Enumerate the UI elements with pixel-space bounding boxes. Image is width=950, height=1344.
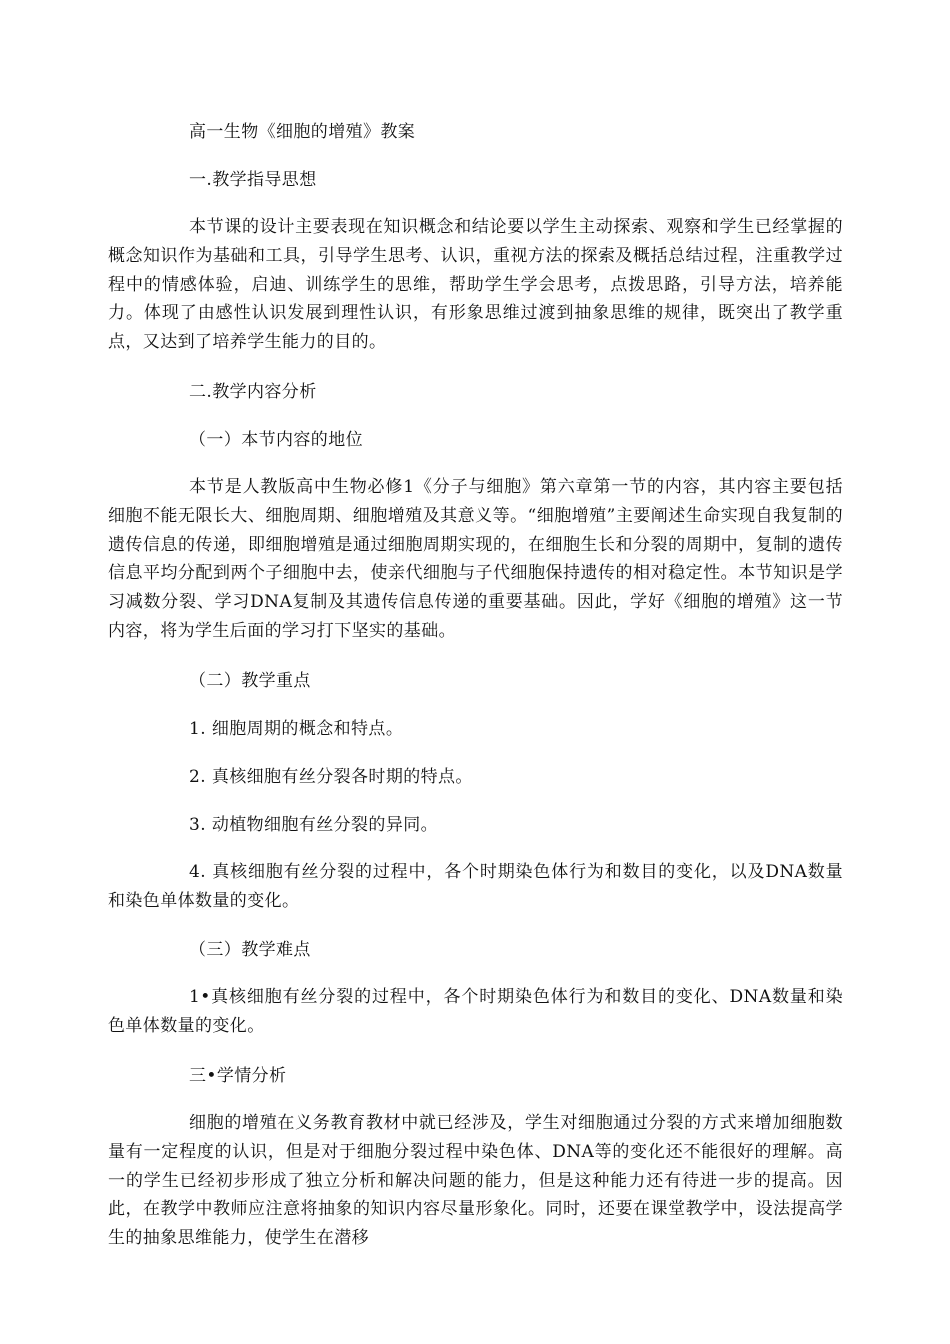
section-heading-2: 二.教学内容分析	[189, 381, 317, 402]
difficulty-paragraph: 1•真核细胞有丝分裂的过程中，各个时期染色体行为和数目的变化、DNA数量和染色单体数量的变化。	[108, 987, 843, 1037]
key-point-item: 1. 细胞周期的概念和特点。	[189, 718, 404, 739]
section-heading-3: 三•学情分析	[189, 1065, 287, 1086]
section-heading-1: 一.教学指导思想	[189, 170, 317, 190]
subsection-position-paragraph: 本节是人教版高中生物必修1《分子与细胞》第六章第一节的内容，其内容主要包括细胞不能无限长大、细胞周期、细胞增殖及其意义等。“细胞增殖”主要阐述生命实现自我复制的遗传信息的传递，即细胞增殖是通过细胞周期实现的，在细胞生长和分裂的周期中，复制的遗传信息平均分配到两个子细胞中去，使亲代细胞与子代细胞保持遗传的相对稳定性。本节知识是学习减数分裂、学习DNA复制及其遗传信息传递的重要基础。因此，学好《细胞的增殖》这一节内容，将为学生后面的学习打下坚实的基础。	[108, 476, 843, 641]
section-1-paragraph: 本节课的设计主要表现在知识概念和结论要以学生主动探索、观察和学生已经掌握的概念知识作为基础和工具，引导学生思考、认识，重视方法的探索及概括总结过程，注重教学过程中的情感体验，启迪、训练学生的思维，帮助学生学会思考，点拨思路，引导方法，培养能力。体现了由感性认识发展到理性认识，有形象思维过渡到抽象思维的规律，既突出了教学重点，又达到了培养学生能力的目的。	[108, 217, 843, 353]
section-3-paragraph: 细胞的增殖在义务教育教材中就已经涉及，学生对细胞通过分裂的方式来增加细胞数量有一定程度的认识，但是对于细胞分裂过程中染色体、DNA等的变化还不能很好的理解。高一的学生已经初步形成了独立分析和解决问题的能力，但是这种能力还有待进一步的提高。因此，在教学中教师应注意将抽象的知识内容尽量形象化。同时，还要在课堂教学中，设法提高学生的抽象思维能力，使学生在潜移	[108, 1112, 843, 1249]
document-title: 高一生物《细胞的增殖》教案	[189, 122, 416, 142]
subsection-heading-key-points: （二）教学重点	[189, 670, 311, 691]
key-point-item: 2. 真核细胞有丝分裂各时期的特点。	[189, 766, 473, 787]
key-point-item: 3. 动植物细胞有丝分裂的异同。	[189, 814, 439, 835]
subsection-heading-position: （一）本节内容的地位	[189, 429, 363, 450]
key-point-item: 4. 真核细胞有丝分裂的过程中，各个时期染色体行为和数目的变化，以及DNA数量和染色单体数量的变化。	[108, 861, 843, 911]
document-body	[108, 117, 843, 1253]
subsection-heading-difficulties: （三）教学难点	[189, 940, 311, 961]
